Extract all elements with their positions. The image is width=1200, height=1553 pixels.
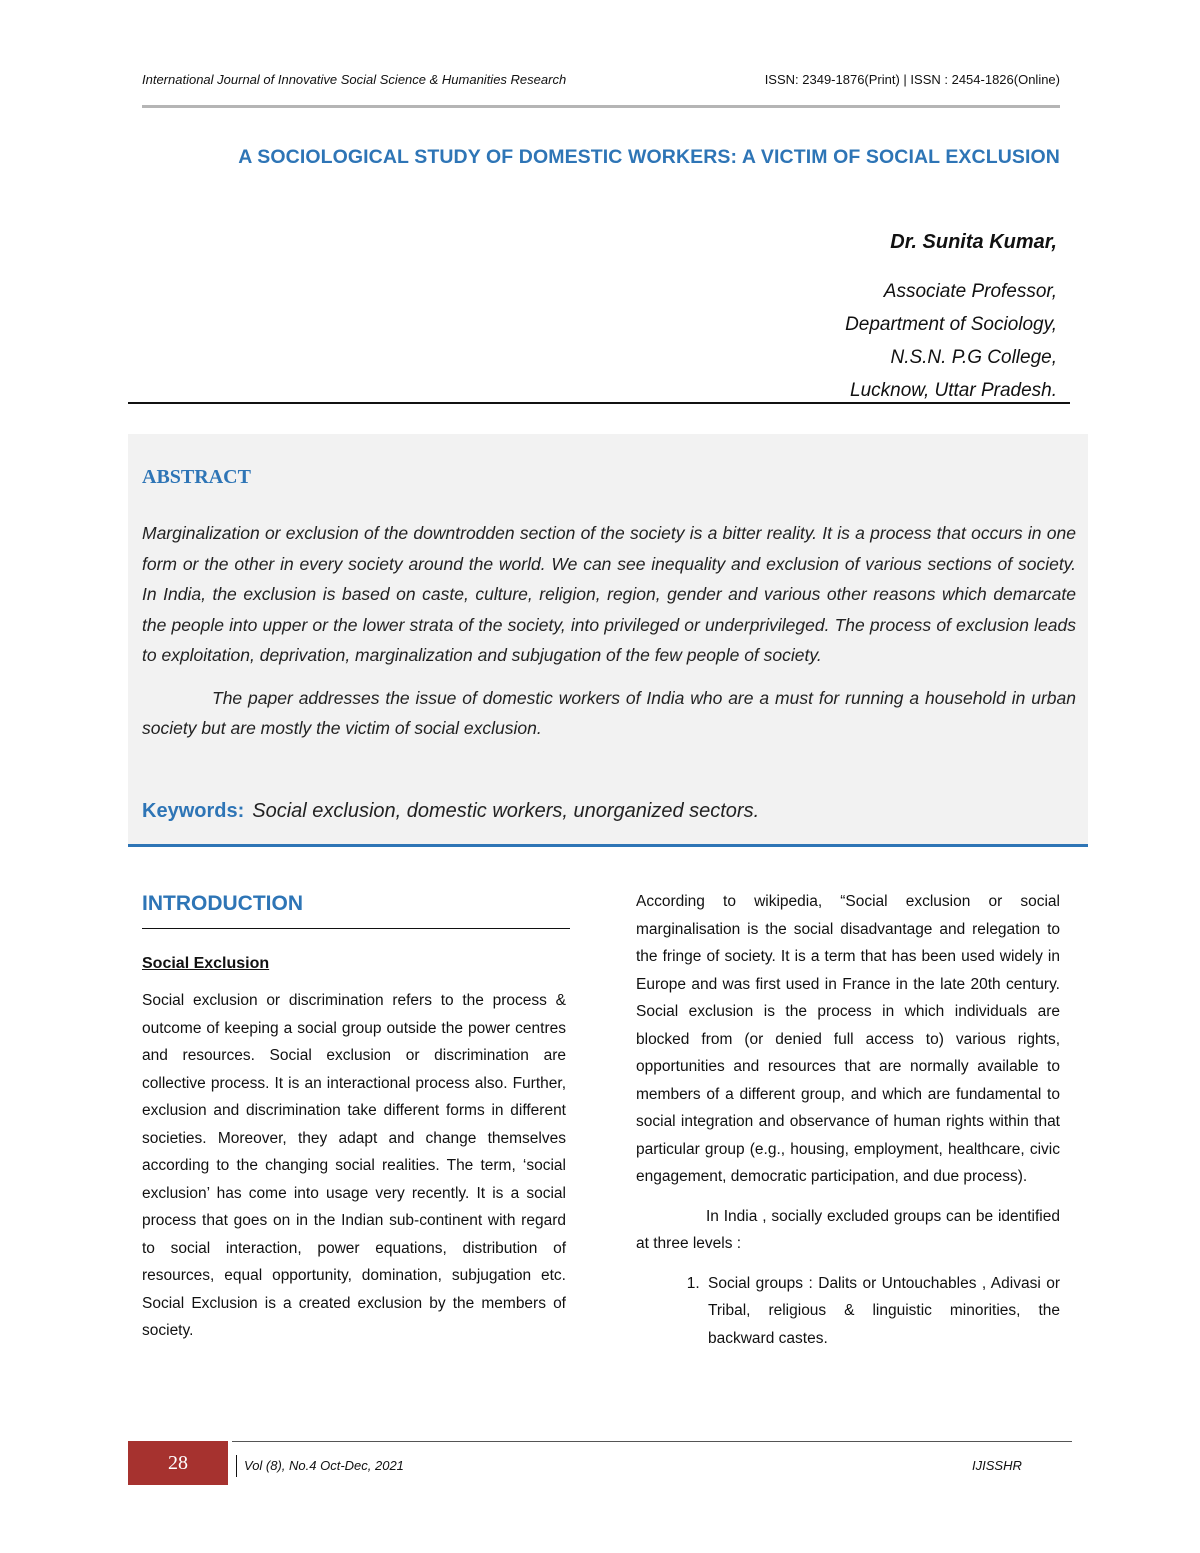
footer-journal-code: IJISSHR [972, 1458, 1022, 1473]
running-header [142, 72, 1060, 92]
journal-name: International Journal of Innovative Social Science & Humanities Research [142, 72, 567, 87]
abstract-text [142, 518, 1076, 744]
introduction-heading: INTRODUCTION [142, 892, 303, 915]
wikipedia-paragraph: According to wikipedia, “Social exclusion or social marginalisation is the social disadvantage and relegation to the fringe of society. It is a term that has been used widely in Europe and was first used in France in the late 20th century. Social exclusion is the process in which individuals are blocked from (or denied full access to) various rights, opportunities and resources that are normally available to members of a different group, and which are fundamental to social integration and observance of human rights within that particular group (e.g., housing, employment, healthcare, civic engagement, democratic participation, and due process). [636, 893, 1060, 1185]
author-block [845, 226, 1057, 407]
levels-paragraph: In India , socially excluded groups can be identified at three levels : [636, 1207, 1060, 1252]
paper-title: A SOCIOLOGICAL STUDY OF DOMESTIC WORKERS: A VICTIM OF SOCIAL EXCLUSION [238, 146, 1060, 168]
author-name: Dr. Sunita Kumar, [890, 231, 1057, 253]
issn: ISSN: 2349-1876(Print) | ISSN : 2454-1826(Online) [764, 72, 1060, 87]
page-number: 28 [128, 1441, 228, 1485]
levels-list [636, 1270, 1060, 1353]
keywords-label: Keywords: [142, 800, 245, 822]
footer-volume: Vol (8), No.4 Oct-Dec, 2021 [244, 1458, 404, 1473]
abstract-bottom-rule [128, 844, 1088, 847]
abstract-paragraph-2: The paper addresses the issue of domestic workers of India who are a must for running a household in urban society but are mostly the victim of social exclusion. [142, 687, 1076, 738]
abstract-paragraph-1: Marginalization or exclusion of the downtrodden section of the society is a bitter reality. It is a process that occurs in one form or the other in every society around the world. We can see inequality and exclusion of various sections of society. In India, the exclusion is based on caste, culture, religion, region, gender and various other reasons which demarcate the people into upper or the lower strata of the society, into privileged or underprivileged. The process of exclusion leads to exploitation, deprivation, marginalization and subjugation of the few people of society. [142, 523, 1076, 665]
list-item: 1. Social groups : Dalits or Untouchables , Adivasi or Tribal, religious & linguistic minorities, the backward castes. [704, 1270, 1060, 1353]
header-rule [142, 105, 1060, 108]
author-rule [128, 402, 1070, 404]
author-position: Associate Professor, [883, 281, 1057, 302]
author-department: Department of Sociology, [845, 314, 1057, 335]
introduction-rule [142, 928, 570, 929]
left-column [142, 892, 566, 1345]
footer-rule [232, 1441, 1072, 1442]
author-location: Lucknow, Uttar Pradesh. [850, 380, 1057, 401]
introduction-paragraph: Social exclusion or discrimination refers to the process & outcome of keeping a social group outside the power centres and resources. Social exclusion or discrimination are collective process. It is an interactional process also. Further, exclusion and discrimination take different forms in different societies. Moreover, they adapt and change themselves according to the changing social realities. The term, ‘social exclusion’ has come into usage very recently. It is a social process that goes on in the Indian sub-continent with regard to social interaction, power equations, distribution of resources, equal opportunity, domination, subjugation etc. Social Exclusion is a created exclusion by the members of society. [142, 992, 566, 1339]
author-college: N.S.N. P.G College, [890, 347, 1057, 368]
social-exclusion-subheading: Social Exclusion [142, 955, 270, 972]
footer-separator [236, 1455, 237, 1477]
keywords-text: Social exclusion, domestic workers, unorganized sectors. [252, 800, 760, 822]
keywords [142, 800, 1076, 823]
abstract-heading: ABSTRACT [142, 466, 251, 488]
right-column [636, 888, 1060, 1352]
